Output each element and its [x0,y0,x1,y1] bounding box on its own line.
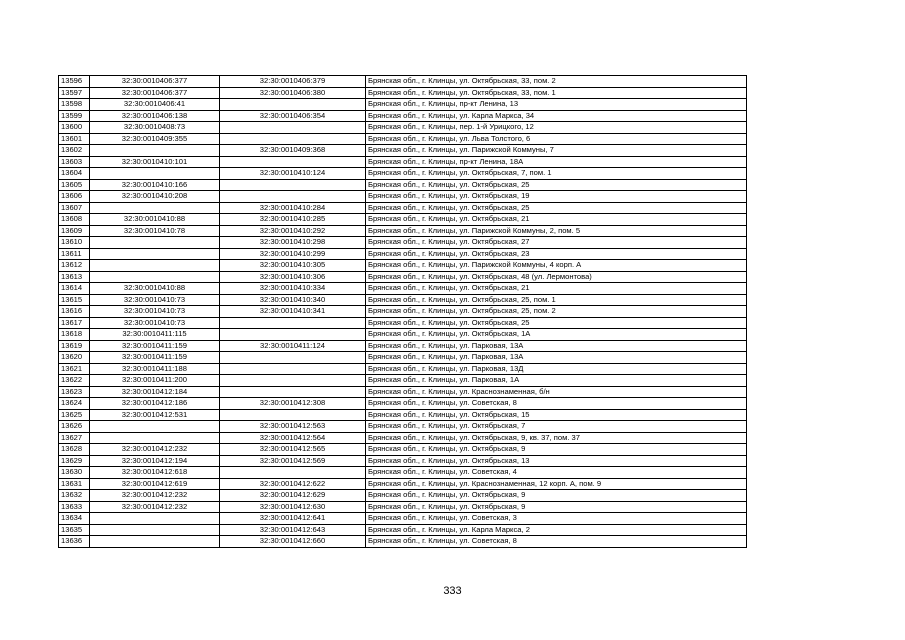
cadastral-number-cell: 32:30:0010411:159 [90,340,220,352]
cadastral-number-cell: 32:30:0010412:618 [90,467,220,479]
cadastral-number-cell [90,524,220,536]
cadastral-number-cell: 32:30:0010412:232 [90,501,220,513]
object-cadastral-number-cell: 32:30:0010412:622 [220,478,366,490]
row-number-cell: 13625 [59,409,90,421]
row-number-cell: 13617 [59,317,90,329]
registry-table-body [59,76,747,548]
object-cadastral-number-cell [220,386,366,398]
object-cadastral-number-cell: 32:30:0010410:334 [220,283,366,295]
table-row [59,168,747,180]
cadastral-number-cell [90,168,220,180]
table-row [59,467,747,479]
table-row [59,329,747,341]
cadastral-number-cell: 32:30:0010409:355 [90,133,220,145]
address-cell: Брянская обл., г. Клинцы, ул. Октябрьская, 27 [366,237,747,249]
row-number-cell: 13603 [59,156,90,168]
object-cadastral-number-cell [220,409,366,421]
cadastral-number-cell: 32:30:0010406:41 [90,99,220,111]
cadastral-number-cell: 32:30:0010410:78 [90,225,220,237]
table-row [59,375,747,387]
table-row [59,225,747,237]
object-cadastral-number-cell: 32:30:0010412:641 [220,513,366,525]
table-row [59,455,747,467]
row-number-cell: 13599 [59,110,90,122]
address-cell: Брянская обл., г. Клинцы, ул. Парковая, 13Д [366,363,747,375]
table-row [59,179,747,191]
object-cadastral-number-cell: 32:30:0010409:368 [220,145,366,157]
row-number-cell: 13626 [59,421,90,433]
row-number-cell: 13607 [59,202,90,214]
address-cell: Брянская обл., г. Клинцы, ул. Октябрьская, 25, пом. 2 [366,306,747,318]
row-number-cell: 13598 [59,99,90,111]
object-cadastral-number-cell [220,317,366,329]
address-cell: Брянская обл., г. Клинцы, ул. Октябрьская, 9 [366,444,747,456]
address-cell: Брянская обл., г. Клинцы, ул. Октябрьская, 23 [366,248,747,260]
address-cell: Брянская обл., г. Клинцы, пр-кт Ленина, 13 [366,99,747,111]
table-row [59,386,747,398]
object-cadastral-number-cell: 32:30:0010410:306 [220,271,366,283]
cadastral-number-cell [90,432,220,444]
table-row [59,501,747,513]
cadastral-number-cell: 32:30:0010410:88 [90,214,220,226]
table-row [59,513,747,525]
address-cell: Брянская обл., г. Клинцы, ул. Карла Маркса, 2 [366,524,747,536]
cadastral-number-cell: 32:30:0010410:73 [90,317,220,329]
table-row [59,444,747,456]
table-row [59,398,747,410]
address-cell: Брянская обл., г. Клинцы, ул. Октябрьская, 25 [366,179,747,191]
address-cell: Брянская обл., г. Клинцы, ул. Октябрьская, 13 [366,455,747,467]
table-row [59,110,747,122]
address-cell: Брянская обл., г. Клинцы, ул. Октябрьская, 15 [366,409,747,421]
table-row [59,536,747,548]
row-number-cell: 13633 [59,501,90,513]
table-row [59,156,747,168]
cadastral-number-cell: 32:30:0010410:101 [90,156,220,168]
row-number-cell: 13611 [59,248,90,260]
object-cadastral-number-cell [220,375,366,387]
table-row [59,260,747,272]
table-row [59,87,747,99]
object-cadastral-number-cell [220,179,366,191]
object-cadastral-number-cell: 32:30:0010410:305 [220,260,366,272]
address-cell: Брянская обл., г. Клинцы, ул. Октябрьская, 25, пом. 1 [366,294,747,306]
address-cell: Брянская обл., г. Клинцы, ул. Октябрьская, 48 (ул. Лермонтова) [366,271,747,283]
row-number-cell: 13634 [59,513,90,525]
address-cell: Брянская обл., г. Клинцы, ул. Октябрьская, 19 [366,191,747,203]
cadastral-number-cell [90,421,220,433]
address-cell: Брянская обл., г. Клинцы, ул. Октябрьская, 21 [366,283,747,295]
object-cadastral-number-cell: 32:30:0010412:563 [220,421,366,433]
row-number-cell: 13609 [59,225,90,237]
address-cell: Брянская обл., г. Клинцы, ул. Октябрьская, 25 [366,317,747,329]
address-cell: Брянская обл., г. Клинцы, ул. Советская, 4 [366,467,747,479]
row-number-cell: 13608 [59,214,90,226]
object-cadastral-number-cell [220,467,366,479]
row-number-cell: 13610 [59,237,90,249]
row-number-cell: 13631 [59,478,90,490]
row-number-cell: 13628 [59,444,90,456]
object-cadastral-number-cell: 32:30:0010410:341 [220,306,366,318]
cadastral-number-cell: 32:30:0010406:377 [90,87,220,99]
table-row [59,133,747,145]
table-row [59,421,747,433]
cadastral-number-cell: 32:30:0010412:619 [90,478,220,490]
object-cadastral-number-cell: 32:30:0010412:569 [220,455,366,467]
table-row [59,478,747,490]
cadastral-number-cell: 32:30:0010406:138 [90,110,220,122]
row-number-cell: 13630 [59,467,90,479]
row-number-cell: 13615 [59,294,90,306]
cadastral-number-cell: 32:30:0010406:377 [90,76,220,88]
address-cell: Брянская обл., г. Клинцы, ул. Парижской Коммуны, 4 корп. А [366,260,747,272]
row-number-cell: 13602 [59,145,90,157]
address-cell: Брянская обл., г. Клинцы, ул. Краснознаменная, б/н [366,386,747,398]
cadastral-number-cell [90,260,220,272]
cadastral-number-cell: 32:30:0010410:208 [90,191,220,203]
table-row [59,306,747,318]
address-cell: Брянская обл., г. Клинцы, ул. Октябрьская, 33, пом. 2 [366,76,747,88]
cadastral-number-cell [90,237,220,249]
address-cell: Брянская обл., г. Клинцы, ул. Октябрьская, 33, пом. 1 [366,87,747,99]
cadastral-number-cell [90,248,220,260]
row-number-cell: 13597 [59,87,90,99]
table-row [59,340,747,352]
address-cell: Брянская обл., г. Клинцы, ул. Парковая, 13А [366,352,747,364]
cadastral-number-cell: 32:30:0010410:166 [90,179,220,191]
table-row [59,191,747,203]
address-cell: Брянская обл., г. Клинцы, ул. Октябрьская, 7 [366,421,747,433]
address-cell: Брянская обл., г. Клинцы, пр-кт Ленина, 18А [366,156,747,168]
row-number-cell: 13621 [59,363,90,375]
row-number-cell: 13613 [59,271,90,283]
cadastral-number-cell: 32:30:0010412:194 [90,455,220,467]
object-cadastral-number-cell: 32:30:0010410:298 [220,237,366,249]
object-cadastral-number-cell [220,329,366,341]
address-cell: Брянская обл., г. Клинцы, ул. Октябрьская, 1А [366,329,747,341]
address-cell: Брянская обл., г. Клинцы, ул. Октябрьская, 9 [366,501,747,513]
object-cadastral-number-cell: 32:30:0010412:564 [220,432,366,444]
cadastral-number-cell: 32:30:0010411:188 [90,363,220,375]
row-number-cell: 13614 [59,283,90,295]
object-cadastral-number-cell [220,133,366,145]
cadastral-number-cell: 32:30:0010412:232 [90,444,220,456]
address-cell: Брянская обл., г. Клинцы, ул. Советская, 3 [366,513,747,525]
row-number-cell: 13622 [59,375,90,387]
table-row [59,99,747,111]
row-number-cell: 13612 [59,260,90,272]
cadastral-number-cell: 32:30:0010408:73 [90,122,220,134]
registry-table [58,75,747,548]
table-row [59,271,747,283]
object-cadastral-number-cell: 32:30:0010410:340 [220,294,366,306]
row-number-cell: 13605 [59,179,90,191]
address-cell: Брянская обл., г. Клинцы, ул. Октябрьская, 25 [366,202,747,214]
object-cadastral-number-cell: 32:30:0010412:630 [220,501,366,513]
object-cadastral-number-cell: 32:30:0010410:284 [220,202,366,214]
table-row [59,248,747,260]
row-number-cell: 13601 [59,133,90,145]
object-cadastral-number-cell: 32:30:0010411:124 [220,340,366,352]
cadastral-number-cell [90,145,220,157]
cadastral-number-cell: 32:30:0010411:115 [90,329,220,341]
table-row [59,317,747,329]
object-cadastral-number-cell [220,156,366,168]
object-cadastral-number-cell: 32:30:0010406:354 [220,110,366,122]
object-cadastral-number-cell: 32:30:0010406:380 [220,87,366,99]
table-row [59,283,747,295]
address-cell: Брянская обл., г. Клинцы, ул. Льва Толстого, 6 [366,133,747,145]
object-cadastral-number-cell: 32:30:0010410:285 [220,214,366,226]
row-number-cell: 13627 [59,432,90,444]
table-row [59,432,747,444]
cadastral-number-cell: 32:30:0010411:200 [90,375,220,387]
object-cadastral-number-cell [220,99,366,111]
address-cell: Брянская обл., г. Клинцы, ул. Парковая, 1А [366,375,747,387]
row-number-cell: 13596 [59,76,90,88]
address-cell: Брянская обл., г. Клинцы, ул. Октябрьская, 9, кв. 37, пом. 37 [366,432,747,444]
cadastral-number-cell [90,513,220,525]
row-number-cell: 13620 [59,352,90,364]
table-row [59,363,747,375]
row-number-cell: 13616 [59,306,90,318]
address-cell: Брянская обл., г. Клинцы, ул. Парижской Коммуны, 2, пом. 5 [366,225,747,237]
object-cadastral-number-cell: 32:30:0010410:299 [220,248,366,260]
table-row [59,237,747,249]
address-cell: Брянская обл., г. Клинцы, ул. Краснознаменная, 12 корп. А, пом. 9 [366,478,747,490]
object-cadastral-number-cell: 32:30:0010412:565 [220,444,366,456]
address-cell: Брянская обл., г. Клинцы, ул. Парижской Коммуны, 7 [366,145,747,157]
object-cadastral-number-cell [220,352,366,364]
address-cell: Брянская обл., г. Клинцы, ул. Карла Маркса, 34 [366,110,747,122]
cadastral-number-cell: 32:30:0010412:184 [90,386,220,398]
row-number-cell: 13629 [59,455,90,467]
table-row [59,409,747,421]
row-number-cell: 13624 [59,398,90,410]
object-cadastral-number-cell [220,122,366,134]
table-row [59,76,747,88]
cadastral-number-cell [90,536,220,548]
object-cadastral-number-cell [220,363,366,375]
cadastral-number-cell: 32:30:0010410:73 [90,306,220,318]
row-number-cell: 13632 [59,490,90,502]
cadastral-number-cell [90,202,220,214]
table-row [59,352,747,364]
object-cadastral-number-cell: 32:30:0010406:379 [220,76,366,88]
table-row [59,524,747,536]
row-number-cell: 13623 [59,386,90,398]
object-cadastral-number-cell: 32:30:0010410:124 [220,168,366,180]
address-cell: Брянская обл., г. Клинцы, ул. Октябрьская, 9 [366,490,747,502]
row-number-cell: 13635 [59,524,90,536]
cadastral-number-cell [90,271,220,283]
table-row [59,294,747,306]
address-cell: Брянская обл., г. Клинцы, ул. Октябрьская, 21 [366,214,747,226]
address-cell: Брянская обл., г. Клинцы, ул. Парковая, 13А [366,340,747,352]
cadastral-number-cell: 32:30:0010410:88 [90,283,220,295]
cadastral-number-cell: 32:30:0010410:73 [90,294,220,306]
cadastral-number-cell: 32:30:0010412:186 [90,398,220,410]
object-cadastral-number-cell: 32:30:0010410:292 [220,225,366,237]
page-number: 333 [443,585,462,597]
cadastral-number-cell: 32:30:0010411:159 [90,352,220,364]
row-number-cell: 13636 [59,536,90,548]
object-cadastral-number-cell: 32:30:0010412:308 [220,398,366,410]
address-cell: Брянская обл., г. Клинцы, пер. 1-й Урицкого, 12 [366,122,747,134]
object-cadastral-number-cell: 32:30:0010412:643 [220,524,366,536]
row-number-cell: 13600 [59,122,90,134]
table-row [59,145,747,157]
address-cell: Брянская обл., г. Клинцы, ул. Октябрьская, 7, пом. 1 [366,168,747,180]
address-cell: Брянская обл., г. Клинцы, ул. Советская, 8 [366,398,747,410]
cadastral-number-cell: 32:30:0010412:531 [90,409,220,421]
row-number-cell: 13619 [59,340,90,352]
table-row [59,214,747,226]
table-row [59,490,747,502]
table-row [59,202,747,214]
row-number-cell: 13618 [59,329,90,341]
object-cadastral-number-cell [220,191,366,203]
address-cell: Брянская обл., г. Клинцы, ул. Советская, 8 [366,536,747,548]
row-number-cell: 13606 [59,191,90,203]
table-row [59,122,747,134]
cadastral-number-cell: 32:30:0010412:232 [90,490,220,502]
object-cadastral-number-cell: 32:30:0010412:660 [220,536,366,548]
object-cadastral-number-cell: 32:30:0010412:629 [220,490,366,502]
row-number-cell: 13604 [59,168,90,180]
